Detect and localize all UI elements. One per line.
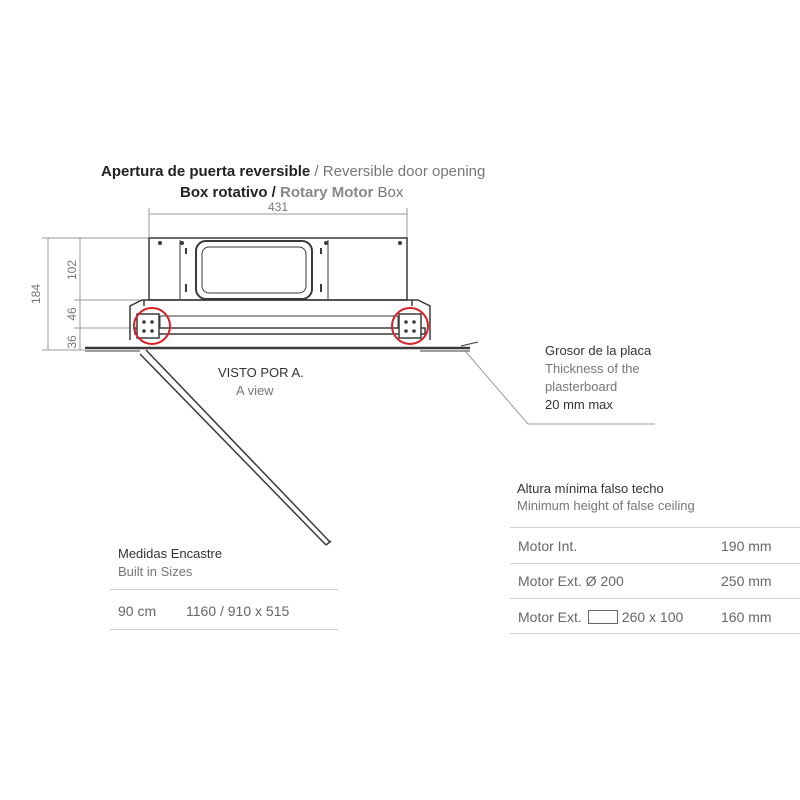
height-top-label: 102 — [65, 259, 79, 281]
view-label-es: VISTO POR A. — [218, 365, 304, 380]
row-motor-int-value: 190 mm — [721, 538, 772, 554]
plasterboard-label-en-2: plasterboard — [545, 379, 618, 394]
row-motor-ext-200-value: 250 mm — [721, 573, 772, 589]
false-ceiling-title-en: Minimum height of false ceiling — [517, 498, 695, 513]
built-in-title-es: Medidas Encastre — [118, 546, 223, 561]
height-mid-label: 46 — [65, 307, 79, 321]
title-sep: / — [310, 163, 323, 180]
built-in-title-en: Built in Sizes — [118, 564, 193, 579]
table-divider-1 — [510, 563, 800, 564]
built-in-divider-bottom — [110, 629, 338, 630]
table-divider-3 — [510, 633, 800, 634]
table-divider-2 — [510, 598, 800, 599]
built-in-size-dims: 1160 / 910 x 515 — [186, 603, 290, 619]
motor-box-body — [149, 238, 407, 300]
base-frame — [130, 300, 430, 340]
plasterboard-label-en-1: Thickness of the — [545, 361, 640, 376]
row-motor-ext-rect-text: Motor Ext. — [518, 609, 582, 625]
subtitle-en-bold: Rotary Motor — [280, 184, 374, 201]
row-motor-int-label: Motor Int. — [518, 538, 578, 554]
title-en: Reversible door opening — [322, 163, 486, 180]
subtitle-en: Box — [373, 184, 404, 201]
height-bottom-label: 36 — [65, 335, 79, 349]
height-total-label: 184 — [29, 283, 43, 305]
table-divider-0 — [510, 527, 800, 528]
width-label: 431 — [267, 200, 289, 214]
built-in-size-cm: 90 cm — [118, 603, 157, 619]
row-motor-ext-rect-value: 160 mm — [721, 609, 772, 625]
rect-duct-icon — [588, 610, 618, 624]
height-dimensions — [42, 238, 148, 350]
view-label-en: A view — [236, 383, 274, 398]
row-motor-ext-rect-label — [518, 609, 683, 625]
built-in-divider-top — [110, 589, 338, 590]
row-motor-ext-rect-extra: 260 x 100 — [621, 609, 684, 625]
plasterboard-max: 20 mm max — [545, 397, 613, 412]
false-ceiling-title-es: Altura mínima falso techo — [517, 481, 664, 496]
title-es: Apertura de puerta reversible — [101, 163, 311, 180]
plasterboard-label-es: Grosor de la placa — [545, 343, 652, 358]
plasterboard — [85, 342, 478, 351]
row-motor-ext-200-label: Motor Ext. Ø 200 — [518, 573, 624, 589]
subtitle-es: Box rotativo / — [180, 184, 281, 201]
